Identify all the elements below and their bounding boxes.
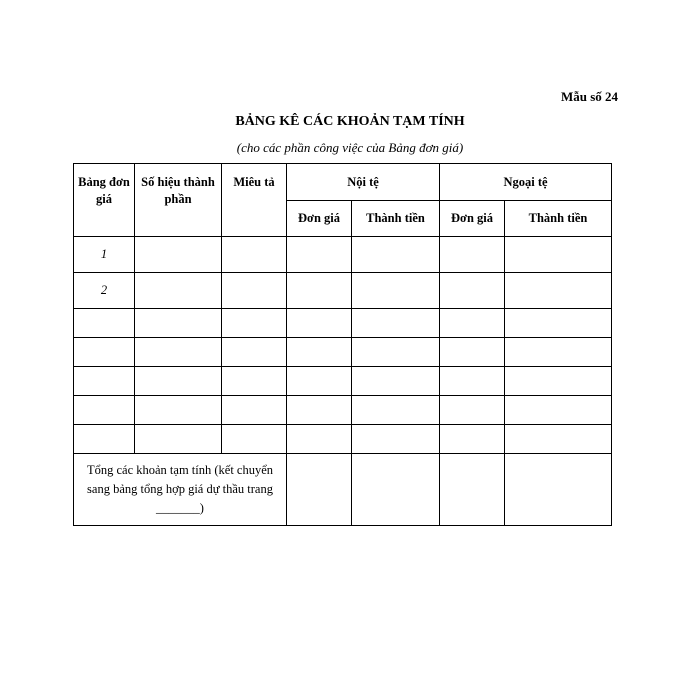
table-cell [222, 237, 287, 273]
table-cell [505, 273, 612, 309]
table-cell [135, 273, 222, 309]
form-number: Mẫu số 24 [560, 89, 618, 104]
table-cell [505, 367, 612, 396]
table-cell [74, 338, 135, 367]
table-cell [440, 237, 505, 273]
table-row [74, 367, 612, 396]
header-ngoai-te-thanh-tien: Thành tiền [505, 201, 612, 237]
table-cell [352, 425, 440, 454]
provisional-sums-table [73, 163, 612, 526]
table-cell [352, 309, 440, 338]
header-so-hieu-thanh-phan: Số hiệu thành phần [135, 164, 222, 237]
table-row [74, 237, 612, 273]
header-mieu-ta: Miêu tả [222, 164, 287, 237]
table-cell [352, 454, 440, 526]
table-cell [440, 425, 505, 454]
table-cell [352, 273, 440, 309]
table-row [74, 425, 612, 454]
table-cell [222, 425, 287, 454]
header-bang-don-gia: Bảng đơn giá [74, 164, 135, 237]
total-row [74, 454, 612, 526]
table-cell [222, 309, 287, 338]
table-row [74, 273, 612, 309]
table-cell [74, 309, 135, 338]
table-cell [287, 338, 352, 367]
table-cell [440, 309, 505, 338]
table-cell [135, 425, 222, 454]
table-cell [135, 338, 222, 367]
table-cell [505, 309, 612, 338]
table-cell [505, 338, 612, 367]
table-row [74, 309, 612, 338]
table-cell [135, 396, 222, 425]
table-cell [440, 273, 505, 309]
table-cell [135, 237, 222, 273]
table-cell [505, 425, 612, 454]
document-subtitle: (cho các phần công việc của Bảng đơn giá) [236, 140, 464, 155]
table-cell [440, 396, 505, 425]
table-row [74, 338, 612, 367]
header-noi-te: Nội tệ [287, 164, 440, 201]
table-cell [222, 396, 287, 425]
table-cell [74, 425, 135, 454]
table-cell [505, 396, 612, 425]
header-noi-te-don-gia: Đơn giá [287, 201, 352, 237]
header-noi-te-thanh-tien: Thành tiền [352, 201, 440, 237]
table-cell [222, 338, 287, 367]
header-ngoai-te-don-gia: Đơn giá [440, 201, 505, 237]
table-cell [352, 367, 440, 396]
table-cell [287, 425, 352, 454]
table-cell [222, 273, 287, 309]
table-cell [352, 237, 440, 273]
table-cell [505, 237, 612, 273]
table-cell [287, 273, 352, 309]
table-cell [74, 396, 135, 425]
table-row [74, 396, 612, 425]
header-ngoai-te: Ngoại tệ [440, 164, 612, 201]
total-label: Tổng các khoản tạm tính (kết chuyển sang bảng tổng hợp giá dự thầu trang _______) [74, 454, 287, 526]
table-header-row [74, 164, 612, 201]
table-cell [287, 367, 352, 396]
table-cell [440, 338, 505, 367]
table-cell [287, 309, 352, 338]
table-cell [352, 396, 440, 425]
table-cell [440, 454, 505, 526]
row-number: 2 [74, 273, 135, 309]
table-cell [222, 367, 287, 396]
table-cell [505, 454, 612, 526]
row-number: 1 [74, 237, 135, 273]
table-cell [287, 396, 352, 425]
document-title: BẢNG KÊ CÁC KHOẢN TẠM TÍNH [235, 114, 465, 129]
table-cell [352, 338, 440, 367]
table-cell [135, 309, 222, 338]
table-cell [440, 367, 505, 396]
table-cell [287, 454, 352, 526]
table-cell [135, 367, 222, 396]
table-cell [287, 237, 352, 273]
table-cell [74, 367, 135, 396]
